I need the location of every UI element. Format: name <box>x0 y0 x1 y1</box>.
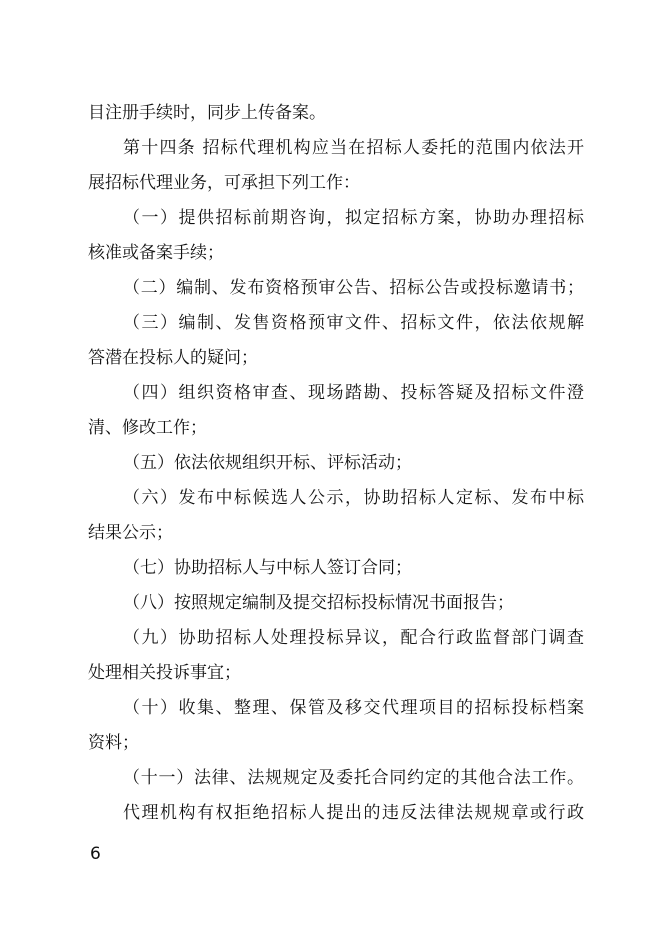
text-line: 展招标代理业务，可承担下列工作： <box>88 173 360 193</box>
text-line: （九）协助招标人处理投标异议，配合行政监督部门调查 <box>123 628 584 648</box>
text-line: 资料； <box>88 733 139 753</box>
page-number: 6 <box>90 844 101 864</box>
text-line: （五）依法依规组织开标、评标活动； <box>123 453 412 473</box>
text-line: （八）按照规定编制及提交招标投标情况书面报告； <box>123 593 514 613</box>
text-line: 清、修改工作； <box>88 418 207 438</box>
text-line: 代理机构有权拒绝招标人提出的违反法律法规规章或行政 <box>123 803 584 823</box>
text-line: 核准或备案手续； <box>88 243 224 263</box>
text-line: （四）组织资格审查、现场踏勘、投标答疑及招标文件澄 <box>123 383 584 403</box>
text-line: 处理相关投诉事宜； <box>88 663 241 683</box>
text-line: （一）提供招标前期咨询，拟定招标方案，协助办理招标 <box>123 208 584 228</box>
text-line: （十一）法律、法规规定及委托合同约定的其他合法工作。 <box>123 768 584 788</box>
text-line: 答潜在投标人的疑问； <box>88 348 258 368</box>
text-line: 第十四条 招标代理机构应当在招标人委托的范围内依法开 <box>123 138 584 158</box>
body-text <box>88 96 584 831</box>
text-line: 结果公示； <box>88 523 173 543</box>
text-line: 目注册手续时，同步上传备案。 <box>88 103 326 123</box>
text-line: （三）编制、发售资格预审文件、招标文件，依法依规解 <box>123 313 584 333</box>
text-line: （二）编制、发布资格预审公告、招标公告或投标邀请书； <box>123 278 584 298</box>
text-line: （七）协助招标人与中标人签订合同； <box>123 558 412 578</box>
text-line: （十）收集、整理、保管及移交代理项目的招标投标档案 <box>123 698 584 718</box>
text-line: （六）发布中标候选人公示，协助招标人定标、发布中标 <box>123 488 584 508</box>
